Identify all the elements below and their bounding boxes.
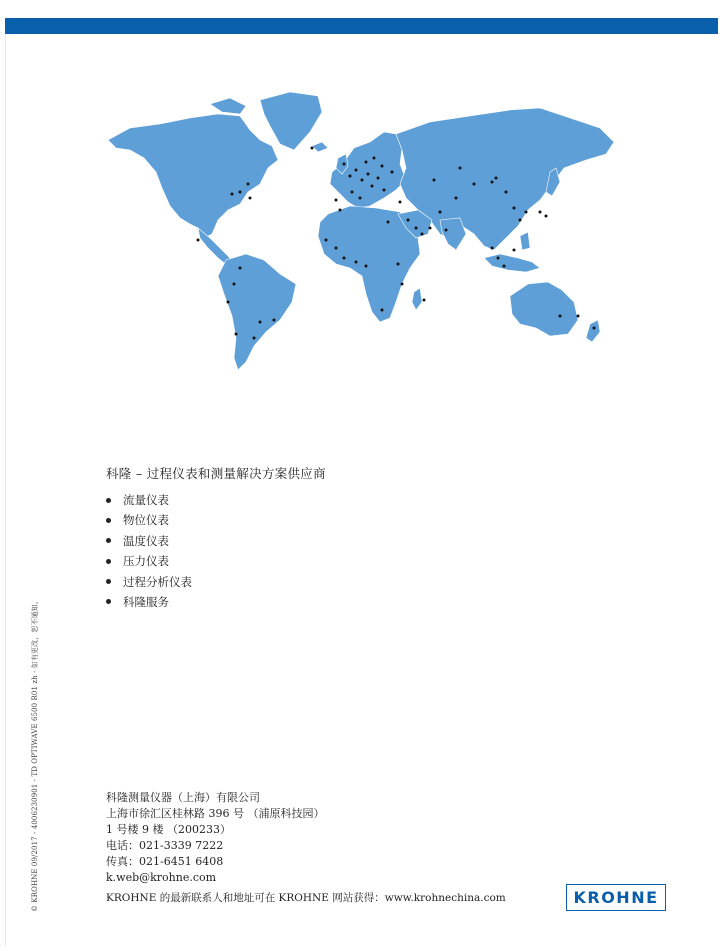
list-item — [106, 551, 192, 571]
madagascar — [412, 288, 422, 310]
company-name: 科隆测量仪器（上海）有限公司 — [106, 791, 260, 804]
logo-text: KROHNE — [573, 888, 659, 907]
canada-islands — [210, 98, 246, 114]
bullet-icon — [106, 559, 111, 564]
street-address: 上海市徐汇区桂林路 396 号 （浦原科技园） — [106, 807, 325, 820]
phone-number: 电话：021-3339 7222 — [106, 839, 224, 852]
product-label: 压力仪表 — [123, 554, 169, 569]
product-label: 物位仪表 — [123, 513, 169, 528]
product-label: 过程分析仪表 — [123, 574, 192, 589]
south-america-landmass — [218, 254, 296, 370]
list-item — [106, 592, 192, 612]
iceland — [312, 142, 328, 152]
top-color-bar — [5, 18, 718, 34]
product-label: 科隆服务 — [123, 594, 169, 609]
india — [440, 218, 466, 250]
bullet-icon — [106, 538, 111, 543]
product-label: 温度仪表 — [123, 533, 169, 548]
company-tagline: 科隆 – 过程仪表和测量解决方案供应商 — [106, 466, 326, 481]
bullet-icon — [106, 518, 111, 523]
north-america-landmass — [108, 114, 278, 238]
email-link[interactable]: k.web@krohne.com — [106, 871, 217, 884]
list-item — [106, 510, 192, 530]
contact-address-block — [106, 790, 324, 886]
product-list — [106, 490, 192, 612]
list-item — [106, 490, 192, 510]
product-label: 流量仪表 — [123, 493, 169, 507]
krohne-logo — [566, 884, 666, 911]
list-item — [106, 572, 192, 592]
greenland-landmass — [260, 92, 322, 150]
page-frame-line — [5, 34, 6, 946]
australia-landmass — [510, 282, 578, 336]
world-map-icon — [100, 88, 630, 378]
bullet-icon — [106, 498, 111, 503]
bullet-icon — [106, 579, 111, 584]
fax-number: 传真：021-6451 6408 — [106, 855, 224, 868]
building-address: 1 号楼 9 楼 （200233） — [106, 823, 231, 836]
list-item — [106, 531, 192, 551]
bullet-icon — [106, 599, 111, 604]
new-zealand — [586, 320, 600, 342]
document-reference-note: © KROHNE 09/2017 - 4006230901 - TD OPTIWAVE 6500 R01 zh - 如有更改，恕不通知。 — [31, 597, 39, 912]
indonesia-islands — [484, 254, 540, 272]
website-note: KROHNE 的最新联系人和地址可在 KROHNE 网站获得：www.krohnechina.com — [106, 892, 506, 904]
philippines — [520, 232, 530, 250]
